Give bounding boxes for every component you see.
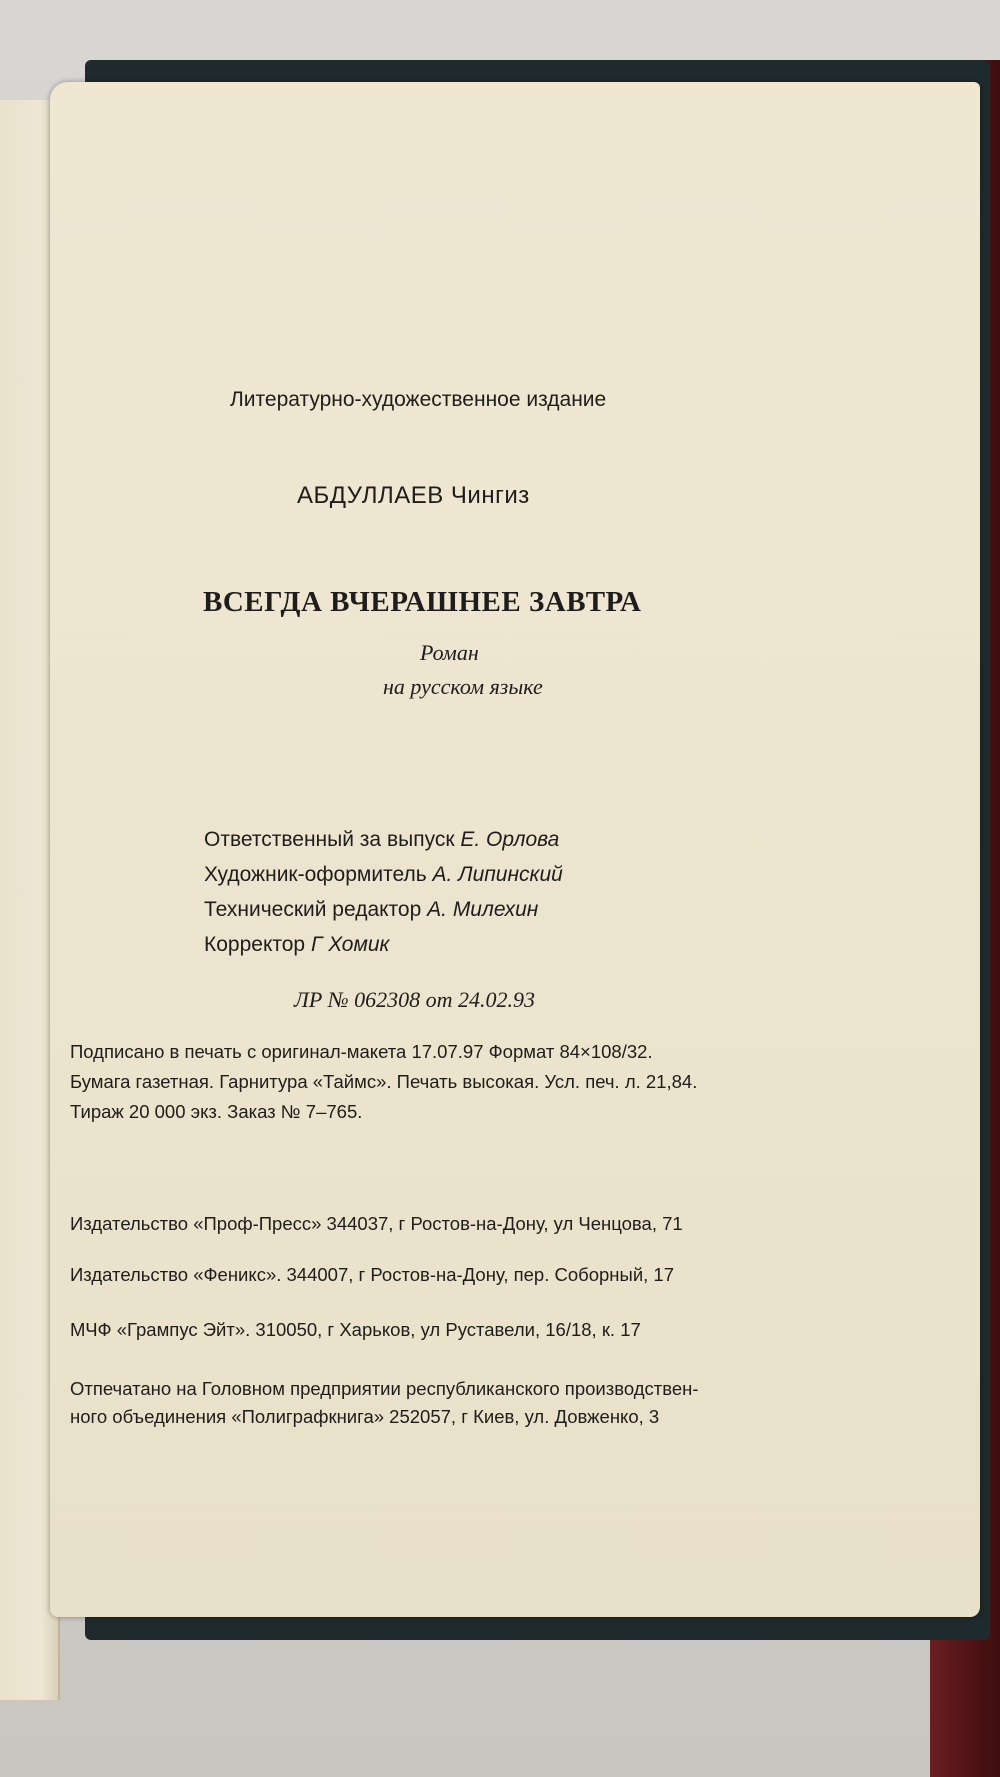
printer-block <box>70 1375 699 1431</box>
credits-block <box>204 822 563 962</box>
book-title: ВСЕГДА ВЧЕРАШНЕЕ ЗАВТРА <box>203 586 642 618</box>
credit-name: А. Милехин <box>427 898 539 921</box>
author-name: АБДУЛЛАЕВ Чингиз <box>297 482 530 509</box>
publisher-line: Издательство «Феникс». 344007, г Ростов-на-Дону, пер. Соборный, 17 <box>70 1264 675 1285</box>
credit-role: Корректор <box>204 933 306 956</box>
edition-type: Литературно-художественное издание <box>230 388 607 411</box>
printer-line: Отпечатано на Головном предприятии республиканского производствен- <box>70 1378 699 1399</box>
credit-role: Ответственный за выпуск <box>204 828 455 851</box>
credit-name: Е. Орлова <box>460 828 560 851</box>
language: на русском языке <box>383 674 543 699</box>
imprint-block <box>70 1037 697 1127</box>
credit-role: Технический редактор <box>204 898 422 921</box>
credit-line <box>204 822 563 857</box>
publisher-line: Издательство «Проф-Пресс» 344037, г Ростов-на-Дону, ул Ченцова, 71 <box>70 1213 683 1234</box>
genre: Роман <box>420 640 479 665</box>
credit-line <box>204 927 563 962</box>
credit-line <box>204 857 563 892</box>
license-number: ЛР № 062308 от 24.02.93 <box>294 987 535 1012</box>
publisher-line: МЧФ «Грампус Эйт». 310050, г Харьков, ул Руставели, 16/18, к. 17 <box>70 1319 641 1340</box>
imprint-line: Бумага газетная. Гарнитура «Таймс». Печать высокая. Усл. печ. л. 21,84. <box>70 1071 698 1092</box>
credit-line <box>204 892 563 927</box>
credit-role: Художник-оформитель <box>204 863 427 886</box>
credit-name: А. Липинский <box>432 863 563 886</box>
imprint-line: Подписано в печать с оригинал-макета 17.07.97 Формат 84×108/32. <box>70 1041 653 1062</box>
credit-name: Г Хомик <box>310 933 390 956</box>
printer-line: ного объединения «Полиграфкнига» 252057, г Киев, ул. Довженко, 3 <box>70 1406 660 1427</box>
imprint-line: Тираж 20 000 экз. Заказ № 7–765. <box>70 1101 363 1122</box>
